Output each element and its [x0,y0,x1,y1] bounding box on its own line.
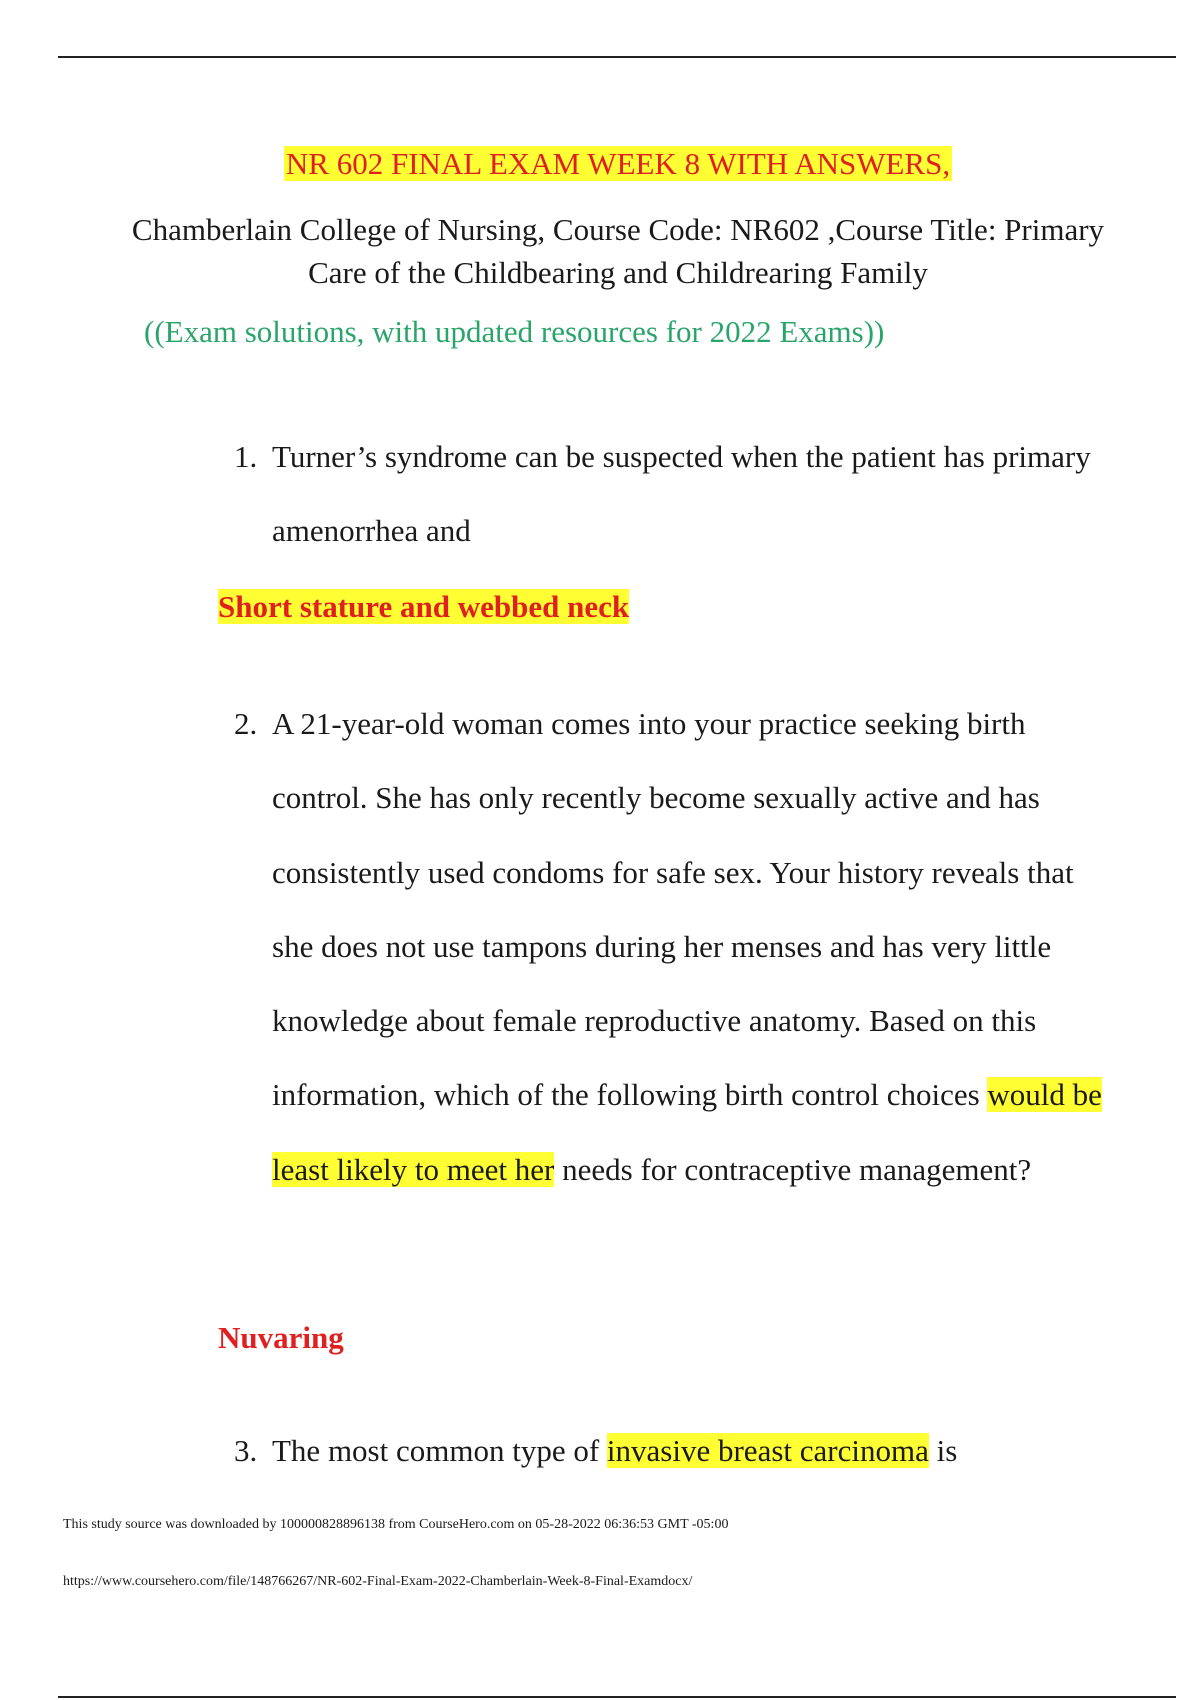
answer-text: Short stature and webbed neck [218,589,630,624]
question-text-part: needs for contraceptive management? [562,1151,1032,1187]
question-1 [234,420,1114,569]
answer-2: Nuvaring [218,1320,344,1355]
question-text-part: The most common type of [272,1433,600,1468]
question-number: 1. [234,439,258,474]
question-text [272,687,1114,1207]
question-number: 3. [234,1433,258,1468]
question-text [272,1414,1114,1488]
download-source-note: This study source was downloaded by 100000828896138 from CourseHero.com on 05-28-2022 06:36:53 GMT -05:00 [63,1517,729,1532]
question-text-part: A 21-year-old woman comes into your practice seeking birth control. She has only recently become sexually active and has consistently used condoms for safe sex. Your history reveals that she does not use tampons during her menses and has very little knowledge about female reproductive anatomy. Based on this information, which of the following birth control choices [272,706,1074,1113]
answer-1 [218,589,629,625]
question-number: 2. [234,706,258,741]
tagline: ((Exam solutions, with updated resources for 2022 Exams)) [144,314,885,349]
course-subtitle: Chamberlain College of Nursing, Course Code: NR602 ,Course Title: Primary Care of the Childbearing and Childrearing Family [131,212,1105,290]
document-title [0,146,1200,182]
question-text-part: is [936,1433,958,1468]
top-rule [58,56,1176,58]
highlighted-phrase: would be least likely to meet her [272,1077,1102,1187]
question-2 [234,687,1114,1207]
source-url[interactable]: https://www.coursehero.com/file/148766267/NR-602-Final-Exam-2022-Chamberlain-Week-8-Final-Examdocx/ [63,1574,693,1589]
question-text: Turner’s syndrome can be suspected when the patient has primary amenorrhea and [272,439,1091,549]
highlighted-phrase: invasive breast carcinoma [606,1433,929,1468]
document-title-text: NR 602 FINAL EXAM WEEK 8 WITH ANSWERS, [285,146,951,181]
question-3 [234,1414,1114,1488]
bottom-rule [58,1696,1176,1698]
